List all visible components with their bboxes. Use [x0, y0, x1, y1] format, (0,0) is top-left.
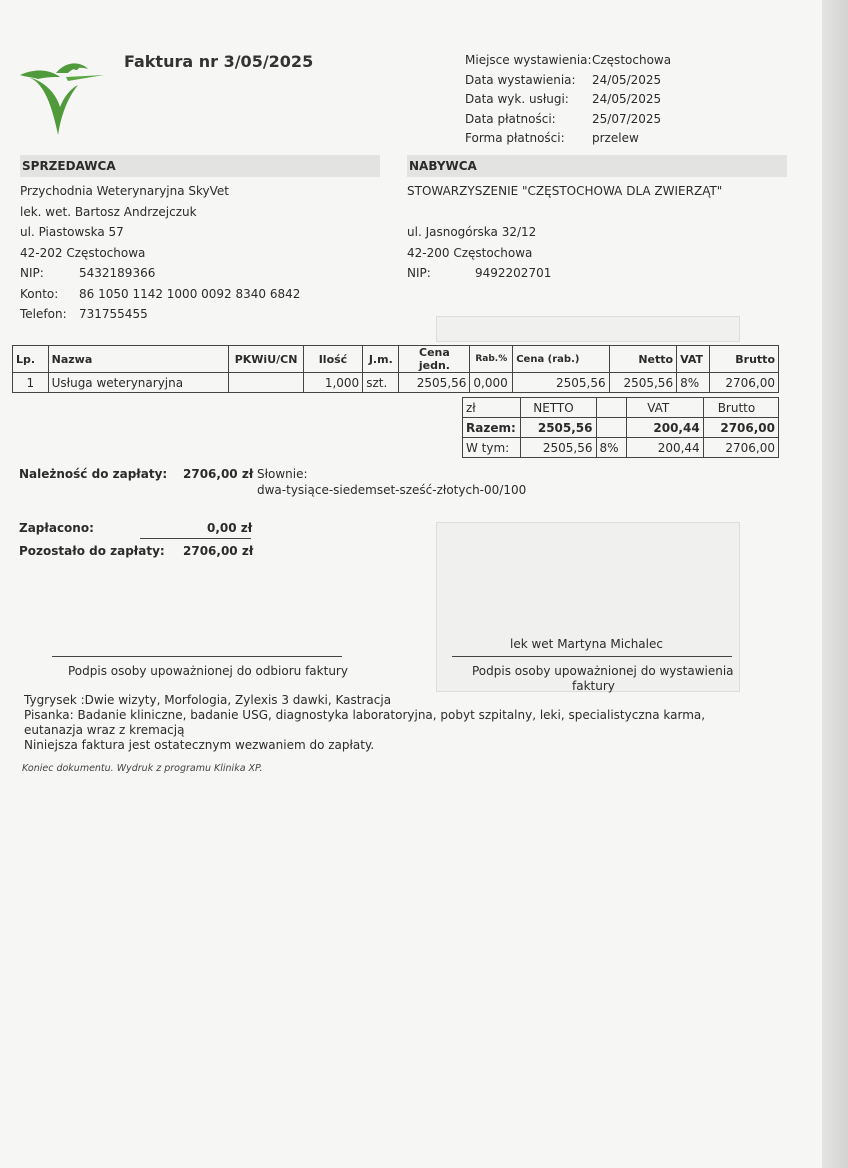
buyer-nip: 9492202701 — [475, 266, 552, 280]
buyer-city: 42-200 Częstochowa — [407, 245, 533, 260]
remaining-amount: 2706,00 zł — [183, 544, 254, 558]
seller-name: Przychodnia Weterynaryjna SkyVet — [20, 184, 230, 198]
sum-header: zł — [463, 398, 521, 418]
cell-discount: 0,000 — [470, 373, 513, 393]
signature-line-left — [52, 656, 342, 657]
seller-account: 86 1050 1142 1000 0092 8340 6842 — [79, 286, 301, 301]
col-header: Cena (rab.) — [513, 346, 609, 373]
signature-caption-left: Podpis osoby upoważnionej do odbioru faktury — [68, 664, 348, 678]
meta-label: Forma płatności: — [465, 131, 565, 145]
cell-vat: 8% — [677, 373, 710, 393]
note-line: Pisanka: Badanie kliniczne, badanie USG, diagnostyka laboratoryjna, pobyt szpitalny, leki, specialistyczna karma, eutanazja wraz z kremacją — [24, 708, 706, 737]
invoice-notes — [24, 693, 764, 753]
items-header-row — [13, 346, 779, 373]
sum-incl-net: 2505,56 — [521, 438, 596, 458]
cell-lp: 1 — [13, 373, 49, 393]
buyer-name: STOWARZYSZENIE "CZĘSTOCHOWA DLA ZWIERZĄT" — [407, 184, 723, 198]
col-header: Rab.% — [470, 346, 513, 373]
sum-header: VAT — [627, 398, 704, 418]
table-row — [13, 373, 779, 393]
sum-total-vat: 200,44 — [627, 418, 704, 438]
seller-nip-label: NIP: — [20, 266, 44, 280]
meta-label: Data wystawienia: — [465, 72, 576, 87]
meta-value: 24/05/2025 — [592, 72, 662, 87]
seller-nip: 5432189366 — [79, 266, 156, 280]
cell-qty: 1,000 — [303, 373, 362, 393]
buyer-block — [407, 181, 722, 284]
buyer-street: ul. Jasnogórska 32/12 — [407, 225, 537, 239]
words-label: Słownie: — [257, 467, 308, 481]
cell-net: 2505,56 — [609, 373, 676, 393]
cell-unit: szt. — [363, 373, 399, 393]
sum-incl-rate: 8% — [596, 438, 627, 458]
paid-underline — [140, 538, 251, 539]
seller-street: ul. Piastowska 57 — [20, 225, 124, 239]
cell-name: Usługa weterynaryjna — [48, 373, 229, 393]
amount-in-words: dwa-tysiące-siedemset-sześć-złotych-00/100 — [257, 483, 527, 497]
paper-edge — [822, 0, 848, 1168]
paid-label: Zapłacono: — [19, 521, 94, 535]
sum-incl-label: W tym: — [463, 438, 521, 458]
sum-header: Brutto — [703, 398, 778, 418]
seller-city: 42-202 Częstochowa — [20, 245, 146, 260]
seller-phone: 731755455 — [79, 307, 148, 321]
cell-pkwiu — [229, 373, 303, 393]
summary-incl-row — [463, 438, 779, 458]
sum-header: NETTO — [521, 398, 596, 418]
signature-caption-right: Podpis osoby upoważnionej do wystawienia — [472, 664, 734, 678]
summary-table — [462, 397, 779, 458]
due-amount: 2706,00 zł — [183, 467, 254, 481]
items-table — [12, 345, 779, 393]
seller-account-label: Konto: — [20, 286, 59, 301]
issuer-name: lek wet Martyna Michalec — [510, 637, 663, 651]
document-footer: Koniec dokumentu. Wydruk z programu Klinika XP. — [22, 763, 263, 774]
sum-total-empty — [596, 418, 627, 438]
col-header: VAT — [677, 346, 710, 373]
invoice-meta — [465, 51, 671, 149]
cell-gross: 2706,00 — [709, 373, 778, 393]
col-header: Lp. — [13, 346, 49, 373]
sum-incl-gross: 2706,00 — [703, 438, 778, 458]
sum-total-label: Razem: — [463, 418, 521, 438]
meta-value: 24/05/2025 — [592, 92, 662, 106]
buyer-nip-label: NIP: — [407, 266, 431, 280]
cell-unit-price: 2505,56 — [399, 373, 470, 393]
cell-discounted-price: 2505,56 — [513, 373, 609, 393]
seller-block — [20, 181, 300, 325]
col-header: Brutto — [709, 346, 778, 373]
meta-label: Miejsce wystawienia: — [465, 53, 592, 67]
buyer-heading: NABYWCA — [407, 155, 787, 177]
col-header: PKWiU/CN — [229, 346, 303, 373]
meta-value: przelew — [592, 131, 639, 145]
note-line: Tygrysek :Dwie wizyty, Morfologia, Zylexis 3 dawki, Kastracja — [24, 693, 392, 707]
clinic-logo-icon — [18, 55, 108, 137]
sum-header — [596, 398, 627, 418]
note-line: Niniejsza faktura jest ostatecznym wezwaniem do zapłaty. — [24, 738, 375, 752]
summary-header-row — [463, 398, 779, 418]
sum-total-net: 2505,56 — [521, 418, 596, 438]
col-header: Cena jedn. — [399, 346, 470, 373]
seller-phone-label: Telefon: — [20, 307, 67, 321]
signature-caption-right-2: faktury — [572, 679, 615, 693]
sum-incl-vat: 200,44 — [627, 438, 704, 458]
show-through-box-1 — [436, 316, 740, 342]
paid-amount: 0,00 zł — [207, 521, 253, 535]
signature-line-right — [452, 656, 732, 657]
seller-person: lek. wet. Bartosz Andrzejczuk — [20, 204, 197, 219]
meta-value: 25/07/2025 — [592, 111, 662, 126]
col-header: J.m. — [363, 346, 399, 373]
seller-heading: SPRZEDAWCA — [20, 155, 380, 177]
meta-label: Data płatności: — [465, 111, 556, 126]
meta-label: Data wyk. usługi: — [465, 92, 569, 106]
col-header: Ilość — [303, 346, 362, 373]
sum-total-gross: 2706,00 — [703, 418, 778, 438]
summary-total-row — [463, 418, 779, 438]
meta-value: Częstochowa — [592, 53, 672, 67]
due-label: Należność do zapłaty: — [19, 467, 168, 481]
col-header: Nazwa — [48, 346, 229, 373]
invoice-title: Faktura nr 3/05/2025 — [124, 52, 314, 71]
col-header: Netto — [609, 346, 676, 373]
remaining-label: Pozostało do zapłaty: — [19, 544, 165, 558]
